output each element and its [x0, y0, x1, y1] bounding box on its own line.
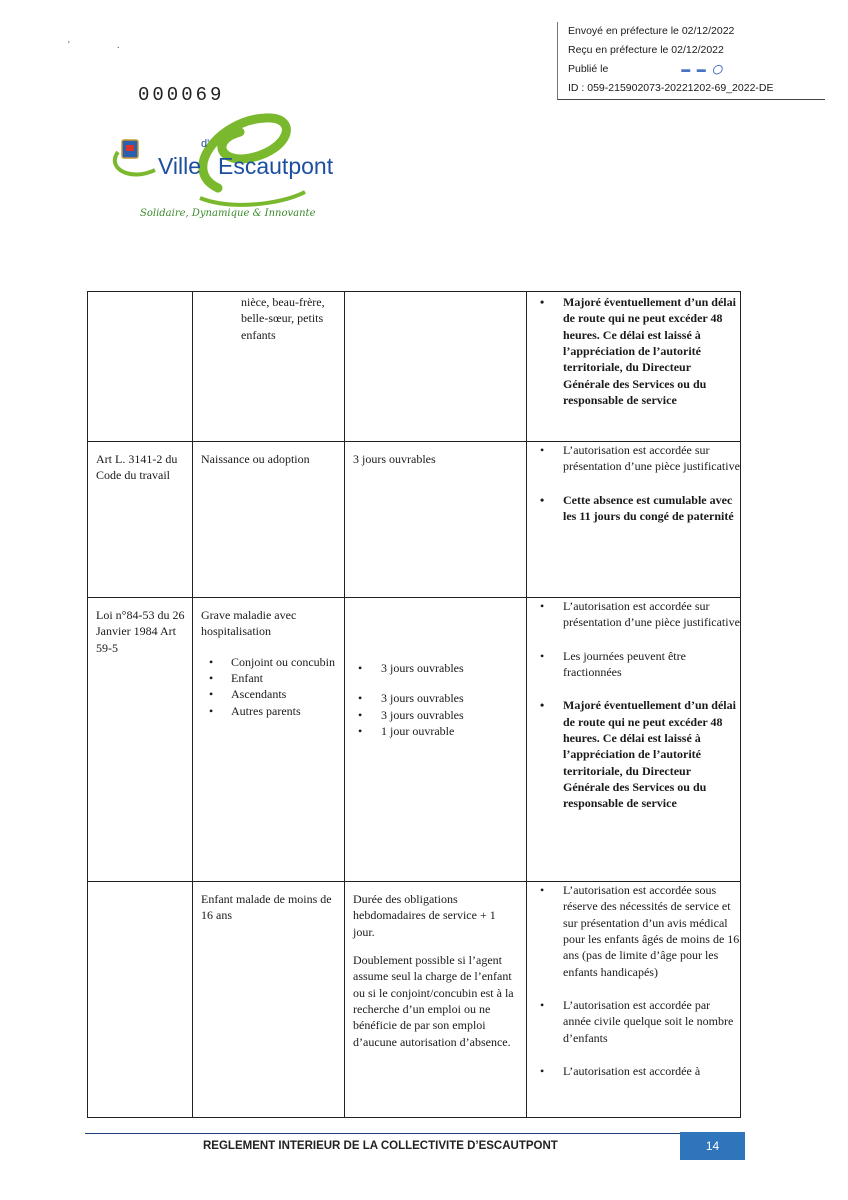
- list-item: • Ascendants: [193, 686, 344, 702]
- cell-motif: [193, 598, 345, 882]
- cell-conditions: [527, 598, 741, 882]
- table-row: [88, 882, 741, 1118]
- logo-tagline: Solidaire, Dynamique & Innovante: [140, 208, 316, 219]
- stamp-sent: Envoyé en préfecture le 02/12/2022: [568, 25, 735, 37]
- conditions-list: [527, 442, 740, 524]
- list-item: • Majoré éventuellement d’un délai de route qui ne peut excéder 48 heures. Ce délai est laissé à l’appréciation de l’autorité territoriale, du Directeur Générale des Services ou du responsable de service: [527, 697, 740, 811]
- document-number: 000069: [138, 84, 225, 106]
- list-item: • Les journées peuvent être fractionnées: [527, 648, 740, 681]
- stamp-published-row: [568, 60, 825, 79]
- footer-title: REGLEMENT INTERIEUR DE LA COLLECTIVITE D’ESCAUTPONT: [203, 1140, 558, 1152]
- cell-duration: [345, 292, 527, 442]
- list-item: • L’autorisation est accordée sur présentation d’une pièce justificative: [527, 598, 740, 631]
- cell-legal-ref: [88, 882, 193, 1118]
- list-item: • 3 jours ouvrables: [345, 707, 526, 723]
- relatives-list: [193, 654, 344, 719]
- list-item: • 3 jours ouvrables: [345, 690, 526, 706]
- list-item: • Cette absence est cumulable avec les 11 jours du congé de paternité: [527, 492, 740, 525]
- logo-d: d': [201, 138, 210, 150]
- cell-motif: [193, 292, 345, 442]
- motif-text: Enfant malade de moins de 16 ans: [201, 892, 332, 923]
- durations-list: [345, 660, 526, 739]
- list-item: • Enfant: [193, 670, 344, 686]
- motif-text: Naissance ou adoption: [201, 452, 310, 466]
- duration-note: Doublement possible si l’agent assume seul la charge de l’enfant ou si le conjoint/concubin est à la recherche d’un emploi ou ne bénéficie de par son emploi d’aucune autorisation d’absence.: [353, 952, 514, 1049]
- motif-text: nièce, beau-frère, belle-sœur, petits enfants: [241, 295, 325, 342]
- cell-conditions: [527, 882, 741, 1118]
- legal-ref-text: Loi n°84-53 du 26 Janvier 1984 Art 59-5: [96, 608, 185, 655]
- page-number: 14: [680, 1132, 745, 1160]
- legal-ref-text: Art L. 3141-2 du Code du travail: [96, 452, 178, 483]
- scan-speck: ': [68, 40, 70, 51]
- list-item: • L’autorisation est accordée sous réserve des nécessités de service et sur présentation d’un avis médical pour les enfants âgés de moins de 16 ans (pas de limite d’âge pour les enfants handicapés): [527, 882, 740, 980]
- logo-escautpont: Escautpont: [218, 153, 334, 179]
- duration-text: Durée des obligations hebdomadaires de service + 1 jour.: [353, 892, 496, 939]
- stamp-received: Reçu en préfecture le 02/12/2022: [568, 44, 724, 56]
- cell-conditions: [527, 292, 741, 442]
- cell-duration: [345, 442, 527, 598]
- cell-legal-ref: [88, 598, 193, 882]
- list-item: • Conjoint ou concubin: [193, 654, 344, 670]
- cell-duration: [345, 598, 527, 882]
- cell-motif: [193, 882, 345, 1118]
- stamp-published: Publié le: [568, 63, 609, 75]
- table-row: [88, 292, 741, 442]
- cell-duration: [345, 882, 527, 1118]
- list-item: • L’autorisation est accordée par année civile quelque soit le nombre d’enfants: [527, 997, 740, 1046]
- cell-conditions: [527, 442, 741, 598]
- list-item: • L’autorisation est accordée sur présentation d’une pièce justificative: [527, 442, 740, 475]
- list-item: • Autres parents: [193, 703, 344, 719]
- conditions-list: [527, 292, 740, 408]
- list-item: • 1 jour ouvrable: [345, 723, 526, 739]
- list-item: • Majoré éventuellement d’un délai de route qui ne peut excéder 48 heures. Ce délai est laissé à l’appréciation de l’autorité territoriale, du Directeur Générale des Services ou du responsable de service: [527, 294, 740, 408]
- table-row: [88, 442, 741, 598]
- absence-authorization-table: [87, 291, 741, 1118]
- prefecture-stamp: [557, 22, 825, 100]
- conditions-list: [527, 882, 740, 1079]
- stamp-published-mark: ▬ ▬ ◯: [681, 64, 725, 74]
- table-row: [88, 598, 741, 882]
- duration-text: 3 jours ouvrables: [353, 452, 436, 466]
- cell-legal-ref: [88, 442, 193, 598]
- list-item: • 3 jours ouvrables: [345, 660, 526, 676]
- scan-speck: .: [117, 40, 120, 51]
- list-item: • L’autorisation est accordée à: [527, 1063, 740, 1079]
- cell-motif: [193, 442, 345, 598]
- stamp-id: ID : 059-215902073-20221202-69_2022-DE: [568, 82, 774, 94]
- conditions-list: [527, 598, 740, 811]
- logo-ville: Ville: [158, 153, 202, 179]
- cell-legal-ref: [88, 292, 193, 442]
- motif-title: Grave maladie avec hospitalisation: [201, 608, 297, 639]
- footer-divider: [85, 1133, 745, 1134]
